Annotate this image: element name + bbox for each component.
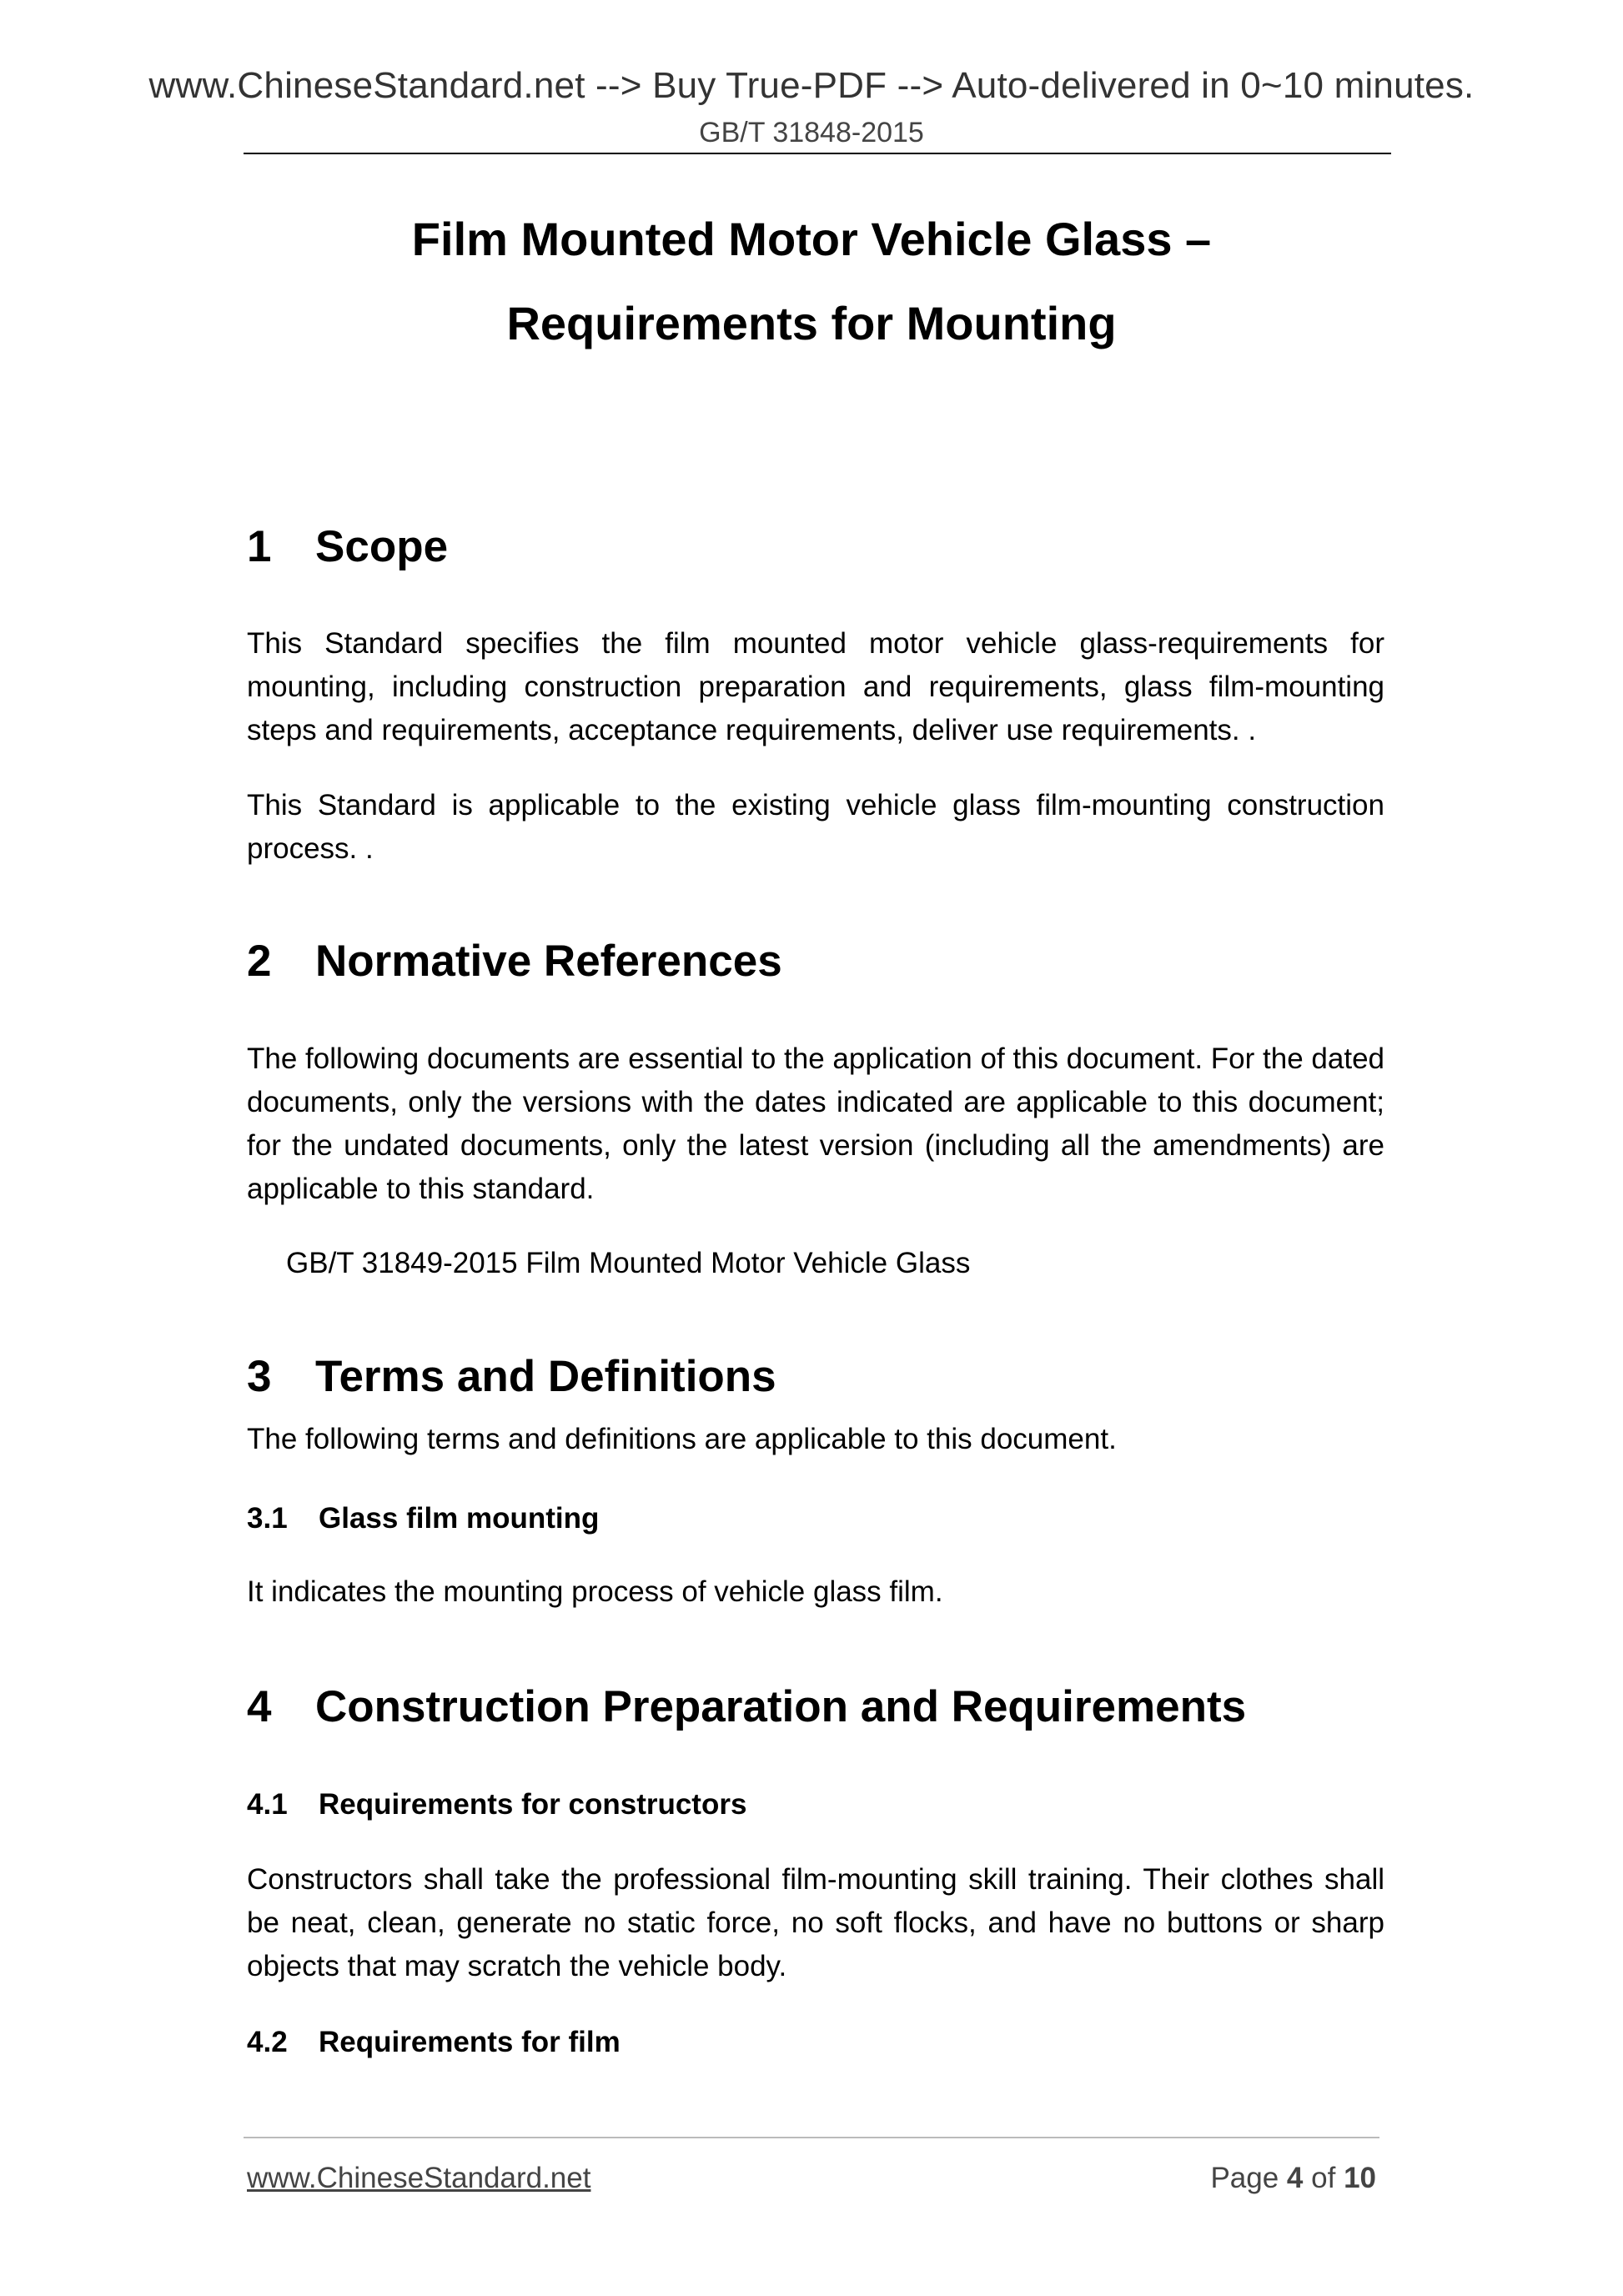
- section-title: Scope: [315, 522, 449, 571]
- subsection-number: 4.2: [247, 2026, 288, 2058]
- subsection-4-1-heading: [247, 1788, 746, 1821]
- normative-reference-item: GB/T 31849-2015 Film Mounted Motor Vehicle Glass: [286, 1247, 971, 1279]
- footer-website-link[interactable]: www.ChineseStandard.net: [247, 2162, 591, 2194]
- subsection-title: Glass film mounting: [319, 1502, 600, 1535]
- header-divider: [244, 153, 1391, 154]
- section-1-heading: [247, 521, 448, 572]
- section-title: Terms and Definitions: [315, 1352, 776, 1401]
- document-title-line1: Film Mounted Motor Vehicle Glass –: [411, 213, 1212, 265]
- subsection-number: 3.1: [247, 1502, 288, 1535]
- subsection-title: Requirements for constructors: [319, 1788, 747, 1821]
- page-prefix: Page: [1210, 2162, 1279, 2194]
- section-2-paragraph-1: The following documents are essential to the application of this document. For the dated documents, only the versions with the dates indicated are applicable to this document; for the undated documents, only the latest version (including all the amendments) are applicable to this standard.: [247, 1042, 1384, 1205]
- footer-divider: [244, 2137, 1379, 2138]
- section-number: 2: [247, 937, 272, 986]
- page-current: 4: [1286, 2162, 1304, 2194]
- section-2-heading: [247, 936, 782, 987]
- section-number: 1: [247, 522, 272, 571]
- section-4-heading: [247, 1681, 1246, 1732]
- section-3-heading: [247, 1351, 776, 1402]
- section-3-paragraph-1: The following terms and definitions are applicable to this document.: [247, 1423, 1117, 1455]
- page-total: 10: [1344, 2162, 1376, 2194]
- section-title: Normative References: [315, 937, 782, 986]
- subsection-number: 4.1: [247, 1788, 288, 1821]
- subsection-3-1-heading: [247, 1502, 599, 1535]
- section-number: 4: [247, 1682, 272, 1731]
- document-title-line2: Requirements for Mounting: [506, 297, 1117, 349]
- header-standard-number: GB/T 31848-2015: [699, 117, 924, 148]
- section-number: 3: [247, 1352, 272, 1401]
- page-of: of: [1311, 2162, 1336, 2194]
- section-title: Construction Preparation and Requirements: [315, 1682, 1247, 1731]
- subsection-3-1-text: It indicates the mounting process of vehicle glass film.: [247, 1575, 943, 1608]
- subsection-4-1-text: Constructors shall take the professional film-mounting skill training. Their clothes shall be neat, clean, generate no static force, no soft flocks, and have no buttons or sharp objects that may scratch the vehicle body.: [247, 1863, 1384, 1982]
- subsection-title: Requirements for film: [319, 2026, 621, 2058]
- subsection-4-2-heading: [247, 2026, 621, 2059]
- section-1-paragraph-1: This Standard specifies the film mounted motor vehicle glass-requirements for mounting, including construction preparation and requirements, glass film-mounting steps and requirements, acceptance requirements, deliver use requirements. .: [247, 627, 1384, 746]
- section-1-paragraph-2: This Standard is applicable to the existing vehicle glass film-mounting construction process. .: [247, 789, 1384, 865]
- page-indicator: [1210, 2162, 1376, 2195]
- header-banner: www.ChineseStandard.net --> Buy True-PDF --> Auto-delivered in 0~10 minutes.: [148, 65, 1475, 106]
